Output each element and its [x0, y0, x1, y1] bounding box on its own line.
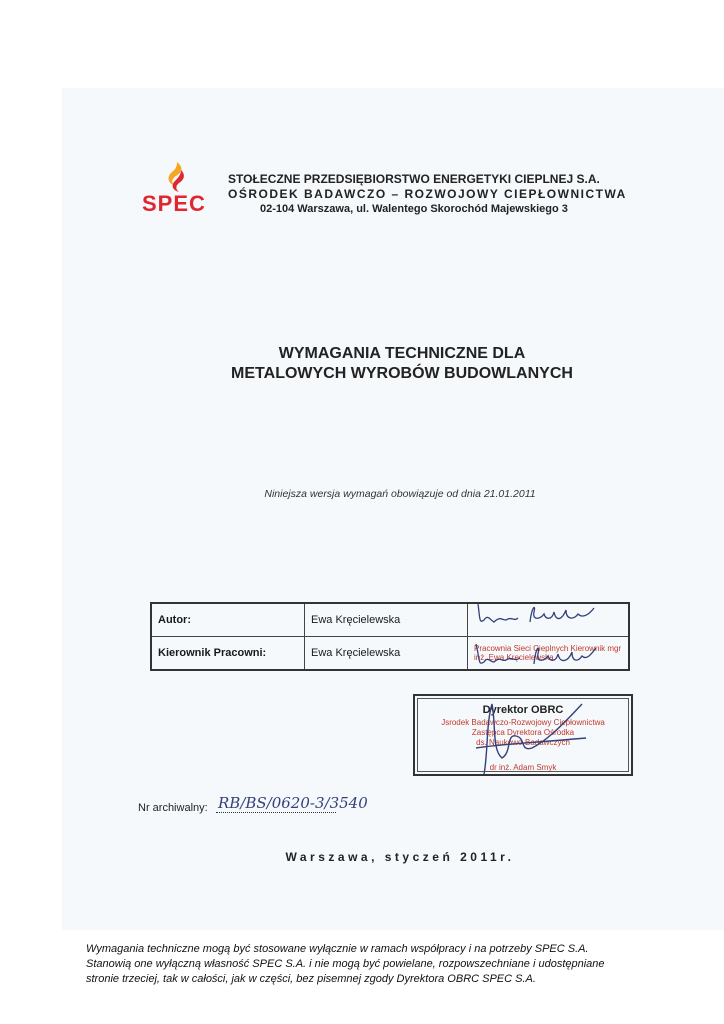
organization-header	[228, 172, 628, 217]
author-signature	[474, 598, 604, 632]
department-name: OŚRODEK BADAWCZO – ROZWOJOWY CIEPŁOWNICTWA	[228, 187, 627, 201]
director-title: Dyrektor OBRC	[482, 704, 564, 716]
footer-line-1: Wymagania techniczne mogą być stosowane wyłącznie w ramach współpracy i na potrzeby SPEC S.A.	[86, 943, 589, 955]
flame-icon	[162, 160, 192, 194]
archive-value: RB/BS/0620-3/3540	[218, 794, 368, 812]
logo-text: SPEC	[142, 191, 206, 216]
footer-line-3: stronie trzeciej, tak w całości, jak w części, bez pisemnej zgody Dyrektora OBRC SPEC S.A.	[86, 973, 536, 985]
place-and-date: Warszawa, styczeń 2011r.	[285, 850, 515, 864]
organization-address: 02-104 Warszawa, ul. Walentego Skorochód Majewskiego 3	[260, 203, 568, 215]
title-line-1: WYMAGANIA TECHNICZNE DLA	[278, 345, 526, 362]
person-name: Ewa Kręcielewska	[305, 637, 468, 671]
archive-dotted-line	[216, 812, 336, 813]
organization-name: STOŁECZNE PRZEDSIĘBIORSTWO ENERGETYKI CIEPLNEJ S.A.	[228, 172, 600, 186]
document-title	[190, 344, 614, 384]
role-label: Autor:	[151, 603, 305, 637]
archive-number	[138, 792, 398, 822]
stamp-line-1: Jsrodek Badawczo-Rozwojowy Ciepłownictwa	[441, 718, 605, 727]
spec-logo	[140, 160, 212, 216]
stamp-person-name: dr inż. Adam Smyk	[489, 763, 557, 772]
stamp-line-3: ds. Naukowo-Badawczych	[476, 738, 570, 747]
manager-signature	[472, 636, 602, 672]
department-stamp: Pracownia Sieci Cieplnych Kierownik mgr inż. Ewa Kręcielewska	[474, 644, 622, 662]
role-label: Kierownik Pracowni:	[151, 637, 305, 671]
archive-label: Nr archiwalny:	[138, 802, 208, 814]
footer-line-2: Stanowią one wyłączną własność SPEC S.A. i nie mogą być powielane, rozpowszechniane i udostępniane	[86, 958, 605, 970]
stamp-line-2: Zastępca Dyrektora Ośrodka	[471, 728, 575, 737]
title-line-2: METALOWYCH WYROBÓW BUDOWLANYCH	[231, 365, 573, 382]
director-signature	[462, 694, 602, 778]
validity-note: Niniejsza wersja wymagań obowiązuje od dnia 21.01.2011	[264, 488, 536, 500]
footer-disclaimer	[86, 942, 672, 987]
person-name: Ewa Kręcielewska	[305, 603, 468, 637]
